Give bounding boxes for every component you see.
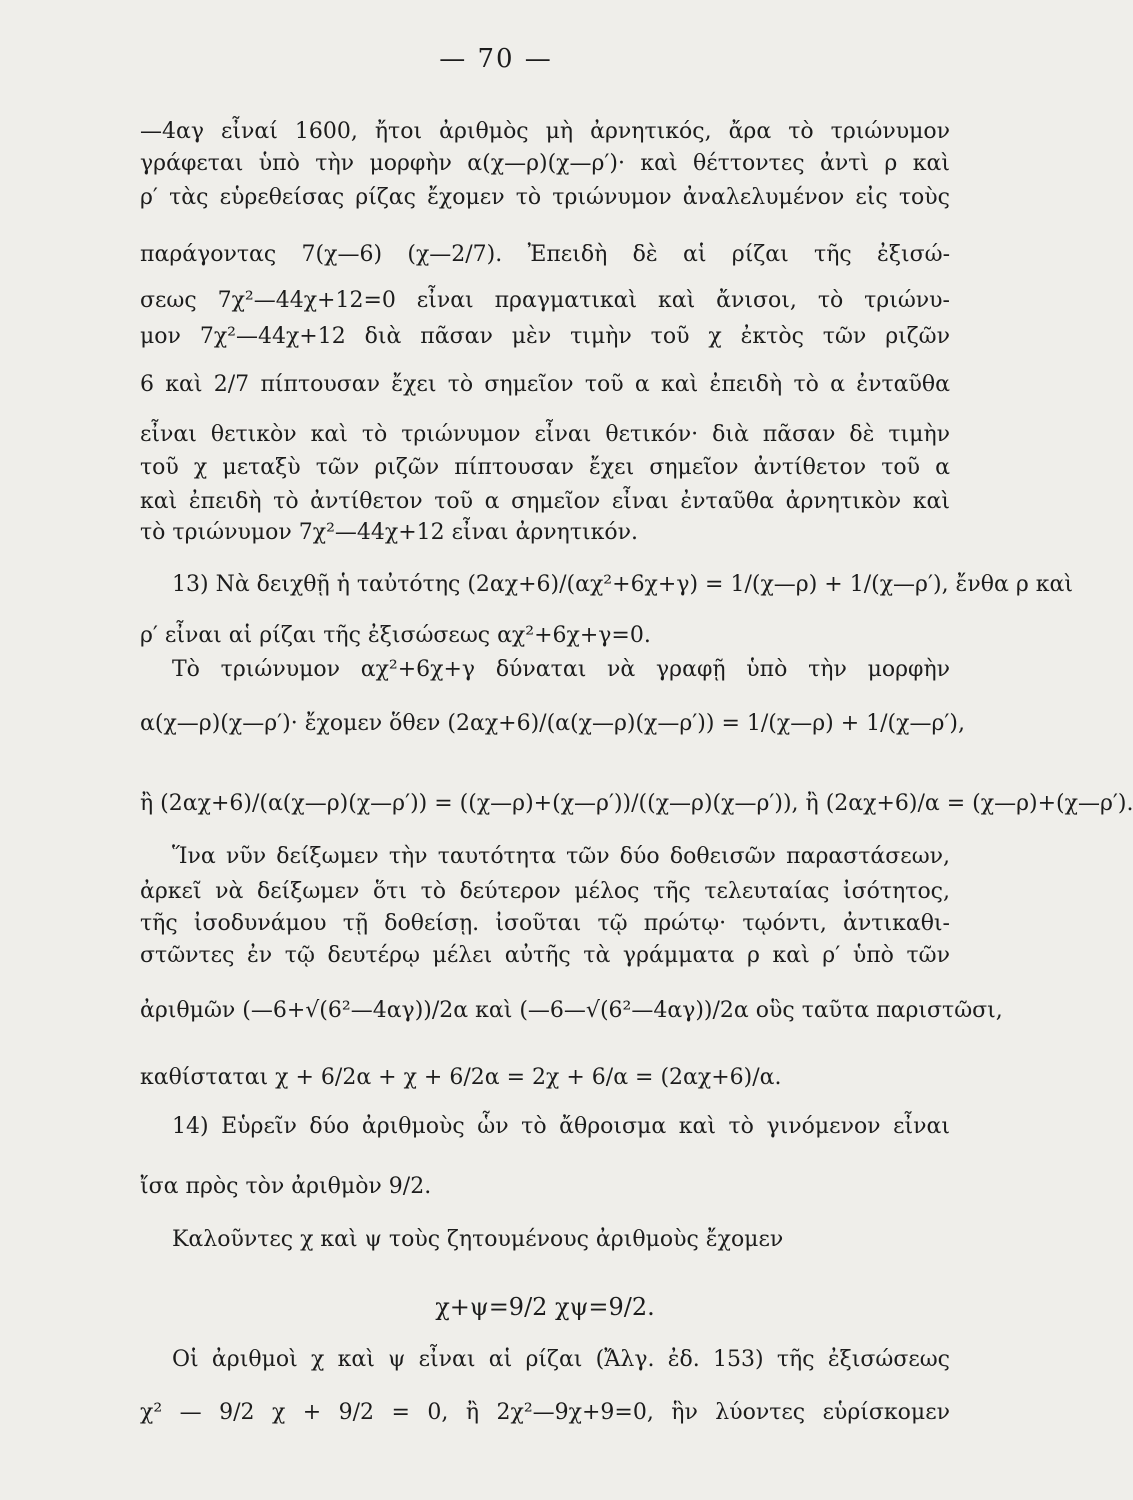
text-line-1: —4αγ εἶναί 1600, ἤτοι ἀριθμὸς μὴ ἀρνητικός, ἄρα τὸ τριώνυμον [140,119,950,144]
text-line-4: παράγοντας 7(χ—6) (χ—2/7). Ἐπειδὴ δὲ αἱ ρίζαι τῆς ἐξισώ- [140,242,950,267]
text-line-16: ἢ (2αχ+6)/(α(χ—ρ)(χ—ρ′)) = ((χ—ρ)+(χ—ρ′))/((χ—ρ)(χ—ρ′)), ἢ (2αχ+6)/α = (χ—ρ)+(χ—ρ′). [140,791,1133,816]
text-line-19: τῆς ἰσοδυνάμου τῇ δοθείσῃ. ἰσοῦται τῷ πρώτῳ· τῳόντι, ἀντικαθι- [140,911,950,936]
text-line-27: Οἱ ἀριθμοὶ χ καὶ ψ εἶναι αἱ ρίζαι (Ἄλγ. ἐδ. 153) τῆς ἐξισώσεως [172,1347,950,1372]
text-line-22: καθίσταται χ + 6/2α + χ + 6/2α = 2χ + 6/α = (2αχ+6)/α. [140,1065,782,1090]
text-line-13: ρ′ εἶναι αἱ ρίζαι τῆς ἐξισώσεως αχ²+6χ+γ=0. [140,623,651,648]
text-line-21: ἀριθμῶν (—6+√(6²—4αγ))/2α καὶ (—6—√(6²—4αγ))/2α οὓς ταῦτα παριστῶσι, [140,998,1003,1023]
text-line-20: στῶντες ἐν τῷ δευτέρῳ μέλει αὐτῆς τὰ γράμματα ρ καὶ ρ′ ὑπὸ τῶν [140,943,950,968]
text-line-25: Καλοῦντες χ καὶ ψ τοὺς ζητουμένους ἀριθμοὺς ἔχομεν [172,1227,784,1252]
text-line-14: Τὸ τριώνυμον αχ²+6χ+γ δύναται νὰ γραφῇ ὑπὸ τὴν μορφὴν [172,657,950,682]
text-line-18: ἀρκεῖ νὰ δείξωμεν ὅτι τὸ δεύτερον μέλος τῆς τελευταίας ἰσότητος, [140,879,950,904]
text-line-6: μον 7χ²—44χ+12 διὰ πᾶσαν μὲν τιμὴν τοῦ χ ἐκτὸς τῶν ριζῶν [140,324,950,349]
text-line-2: γράφεται ὑπὸ τὴν μορφὴν α(χ—ρ)(χ—ρ′)· καὶ θέττοντες ἀντὶ ρ καὶ [140,151,950,176]
text-line-26: χ+ψ=9/2 χψ=9/2. [435,1293,655,1321]
text-line-7: 6 καὶ 2/7 πίπτουσαν ἔχει τὸ σημεῖον τοῦ α καὶ ἐπειδὴ τὸ α ἐνταῦθα [140,372,950,397]
text-line-10: καὶ ἐπειδὴ τὸ ἀντίθετον τοῦ α σημεῖον εἶναι ἐνταῦθα ἀρνητικὸν καὶ [140,489,950,514]
text-line-15: α(χ—ρ)(χ—ρ′)· ἔχομεν ὅθεν (2αχ+6)/(α(χ—ρ)(χ—ρ′)) = 1/(χ—ρ) + 1/(χ—ρ′), [140,711,965,736]
text-line-28: χ² — 9/2 χ + 9/2 = 0, ἢ 2χ²—9χ+9=0, ἣν λύοντες εὑρίσκομεν [140,1400,950,1425]
text-line-24: ἴσα πρὸς τὸν ἀριθμὸν 9/2. [140,1174,432,1199]
text-line-8: εἶναι θετικὸν καὶ τὸ τριώνυμον εἶναι θετικόν· διὰ πᾶσαν δὲ τιμὴν [140,422,950,447]
text-line-5: σεως 7χ²—44χ+12=0 εἶναι πραγματικαὶ καὶ ἄνισοι, τὸ τριώνυ- [140,288,950,313]
text-line-17: Ἵνα νῦν δείξωμεν τὴν ταυτότητα τῶν δύο δοθεισῶν παραστάσεων, [172,844,950,869]
text-line-11: τὸ τριώνυμον 7χ²—44χ+12 εἶναι ἀρνητικόν. [140,520,639,545]
page-number: — 70 — [439,44,553,74]
text-line-3: ρ′ τὰς εὑρεθείσας ρίζας ἔχομεν τὸ τριώνυμον ἀναλελυμένον εἰς τοὺς [140,185,950,210]
text-line-12: 13) Νὰ δειχθῇ ἡ ταὐτότης (2αχ+6)/(αχ²+6χ+γ) = 1/(χ—ρ) + 1/(χ—ρ′), ἔνθα ρ καὶ [172,572,1073,597]
text-line-23: 14) Εὑρεῖν δύο ἀριθμοὺς ὧν τὸ ἄθροισμα καὶ τὸ γινόμενον εἶναι [172,1114,950,1139]
text-line-9: τοῦ χ μεταξὺ τῶν ριζῶν πίπτουσαν ἔχει σημεῖον ἀντίθετον τοῦ α [140,455,950,480]
